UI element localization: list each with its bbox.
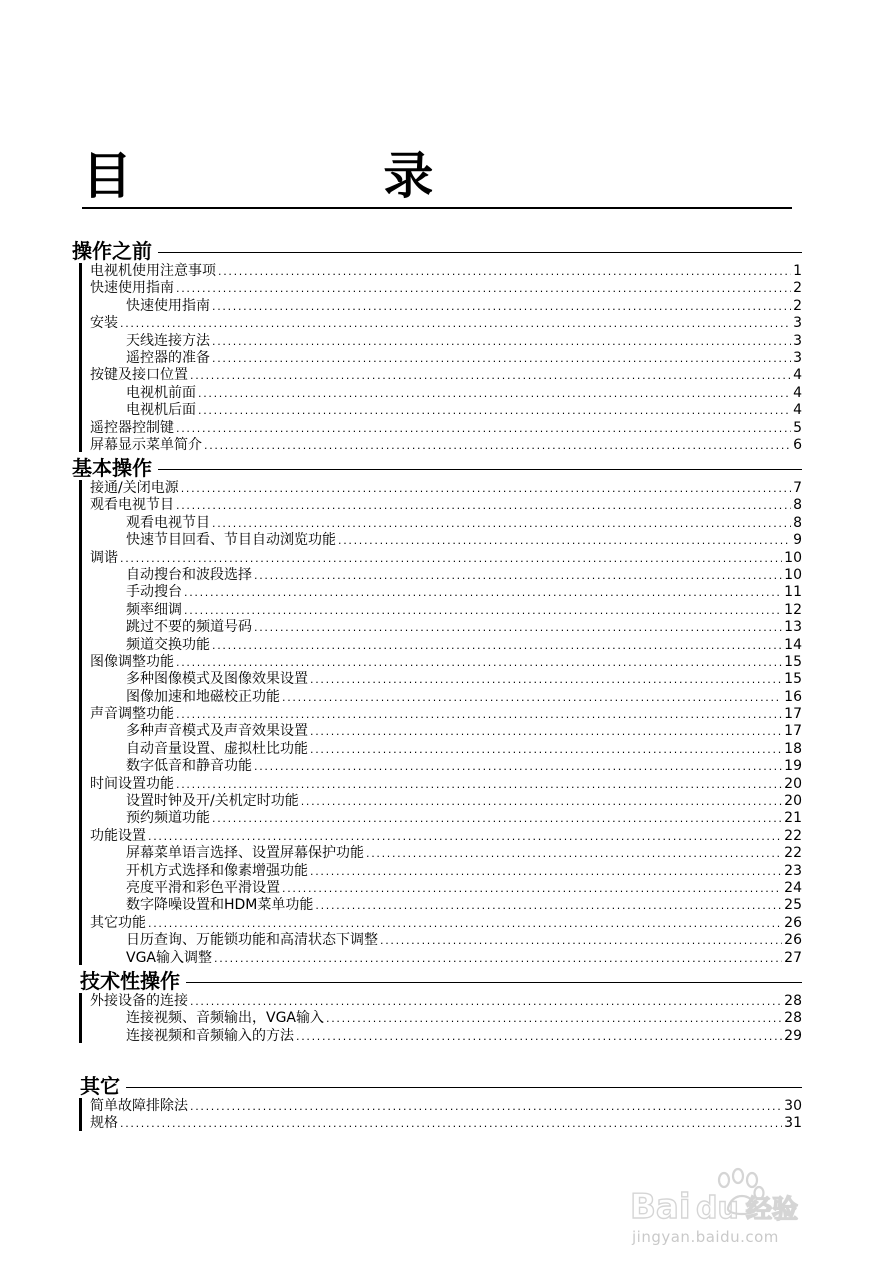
toc-subentry: [90, 298, 802, 315]
toc-subentry: [90, 1028, 802, 1045]
baidu-jingyan-watermark: [628, 1148, 804, 1258]
toc-entry: [90, 367, 802, 384]
entry-label: 频率细调: [126, 601, 182, 618]
entry-page-number: 3: [793, 315, 802, 332]
dot-leader: [254, 567, 782, 584]
dot-leader: [282, 689, 782, 706]
entry-label: 开机方式选择和像素增强功能: [126, 862, 308, 879]
section-title: 其它: [80, 1074, 120, 1098]
section-entries: [72, 1098, 802, 1133]
toc-subentry: [90, 1010, 802, 1027]
entry-label: 时间设置功能: [90, 775, 174, 792]
toc-subentry: [90, 880, 802, 897]
toc-entry: [90, 497, 802, 514]
entry-page-number: 26: [784, 932, 802, 949]
dot-leader: [120, 1115, 782, 1132]
dot-leader: [338, 532, 791, 549]
dot-leader: [212, 810, 782, 827]
entry-label: 图像加速和地磁校正功能: [126, 688, 280, 705]
dot-leader: [181, 480, 791, 497]
dot-leader: [296, 1028, 782, 1045]
section-rule: [158, 469, 802, 470]
entry-label: 数字低音和静音功能: [126, 758, 252, 775]
toc-entry: [90, 654, 802, 671]
section-side-bar: [79, 480, 82, 965]
toc-entry: [90, 915, 802, 932]
toc-subentry: [90, 758, 802, 775]
entry-label: 屏幕显示菜单简介: [90, 436, 202, 453]
dot-leader: [310, 671, 782, 688]
entry-page-number: 9: [793, 532, 802, 549]
section-heading: [72, 969, 802, 993]
entry-label: 电视机后面: [126, 402, 196, 419]
entry-page-number: 4: [793, 384, 802, 401]
entry-label: 频道交换功能: [126, 636, 210, 653]
dot-leader: [212, 298, 791, 315]
toc-entry: [90, 420, 802, 437]
section-title: 技术性操作: [80, 969, 180, 993]
dot-leader: [120, 550, 782, 567]
toc-section: [72, 969, 802, 1045]
entry-page-number: 26: [784, 914, 802, 931]
toc-subentry: [90, 932, 802, 949]
section-side-bar: [79, 993, 82, 1043]
entry-page-number: 27: [784, 949, 802, 966]
section-rule: [158, 252, 802, 253]
toc-entry: [90, 480, 802, 497]
entry-label: 其它功能: [90, 914, 146, 931]
entry-label: VGA输入调整: [126, 949, 213, 966]
dot-leader: [176, 497, 791, 514]
section-rule: [186, 982, 802, 983]
entry-page-number: 14: [784, 636, 802, 653]
toc-subentry: [90, 532, 802, 549]
dot-leader: [198, 402, 791, 419]
dot-leader: [366, 845, 782, 862]
dot-leader: [190, 367, 791, 384]
dot-leader: [310, 723, 782, 740]
toc-section: [72, 1074, 802, 1133]
entry-page-number: 5: [793, 419, 802, 436]
entry-label: 电视机前面: [126, 384, 196, 401]
entry-label: 亮度平滑和彩色平滑设置: [126, 879, 280, 896]
toc-subentry: [90, 793, 802, 810]
toc-entry: [90, 1098, 802, 1115]
toc-subentry: [90, 350, 802, 367]
entry-page-number: 29: [784, 1027, 802, 1044]
entry-page-number: 15: [784, 671, 802, 688]
dot-leader: [254, 758, 782, 775]
entry-page-number: 31: [784, 1115, 802, 1132]
toc-subentry: [90, 723, 802, 740]
entry-label: 设置时钟及开/关机定时功能: [126, 793, 299, 810]
entry-page-number: 2: [793, 280, 802, 297]
title-underline: [82, 207, 792, 209]
entry-label: 按键及接口位置: [90, 367, 188, 384]
entry-label: 多种声音模式及声音效果设置: [126, 723, 308, 740]
entry-label: 安装: [90, 315, 118, 332]
toc-subentry: [90, 741, 802, 758]
entry-page-number: 15: [784, 653, 802, 670]
toc-entry: [90, 315, 802, 332]
entry-label: 天线连接方法: [126, 332, 210, 349]
section-entries: [72, 993, 802, 1045]
dot-leader: [190, 1098, 782, 1115]
toc-subentry: [90, 637, 802, 654]
toc-subentry: [90, 385, 802, 402]
toc-subentry: [90, 567, 802, 584]
entry-page-number: 16: [784, 688, 802, 705]
entry-label: 简单故障排除法: [90, 1098, 188, 1114]
entry-label: 跳过不要的频道号码: [126, 619, 252, 636]
entry-label: 观看电视节目: [126, 514, 210, 531]
entry-label: 遥控器的准备: [126, 349, 210, 366]
dot-leader: [310, 741, 782, 758]
entry-label: 规格: [90, 1115, 118, 1132]
svg-text:Bai: Bai: [630, 1187, 691, 1226]
toc-subentry: [90, 619, 802, 636]
toc-subentry: [90, 602, 802, 619]
section-heading: [72, 1074, 802, 1098]
entry-page-number: 11: [784, 584, 802, 601]
entry-page-number: 20: [784, 793, 802, 810]
section-entries: [72, 263, 802, 454]
entry-label: 快速节目回看、节目自动浏览功能: [126, 532, 336, 549]
toc-subentry: [90, 845, 802, 862]
entry-page-number: 1: [793, 263, 802, 279]
dot-leader: [190, 993, 782, 1010]
dot-leader: [184, 602, 782, 619]
entry-page-number: 22: [784, 827, 802, 844]
dot-leader: [212, 515, 791, 532]
dot-leader: [212, 350, 791, 367]
section-entries: [72, 480, 802, 967]
toc-entry: [90, 1115, 802, 1132]
svg-text:经验: 经验: [746, 1195, 799, 1225]
entry-page-number: 30: [784, 1098, 802, 1114]
toc-entry: [90, 280, 802, 297]
entry-label: 图像调整功能: [90, 653, 174, 670]
entry-page-number: 7: [793, 480, 802, 496]
entry-page-number: 21: [784, 810, 802, 827]
dot-leader: [204, 437, 791, 454]
toc-entry: [90, 706, 802, 723]
toc-entry: [90, 776, 802, 793]
toc-subentry: [90, 515, 802, 532]
dot-leader: [212, 333, 791, 350]
entry-page-number: 4: [793, 402, 802, 419]
entry-label: 多种图像模式及图像效果设置: [126, 671, 308, 688]
entry-page-number: 19: [784, 758, 802, 775]
watermark-url: jingyan.baidu.com: [632, 1228, 779, 1246]
entry-label: 外接设备的连接: [90, 993, 188, 1009]
dot-leader: [176, 654, 782, 671]
toc-subentry: [90, 689, 802, 706]
dot-leader: [198, 385, 791, 402]
entry-page-number: 20: [784, 775, 802, 792]
entry-page-number: 25: [784, 897, 802, 914]
entry-label: 遥控器控制键: [90, 419, 174, 436]
entry-page-number: 28: [784, 1010, 802, 1027]
section-side-bar: [79, 1098, 82, 1131]
entry-label: 观看电视节目: [90, 497, 174, 514]
toc-subentry: [90, 333, 802, 350]
toc-subentry: [90, 897, 802, 914]
toc-entry: [90, 828, 802, 845]
toc-section: [72, 456, 802, 967]
dot-leader: [214, 950, 782, 967]
entry-label: 连接视频和音频输入的方法: [126, 1027, 294, 1044]
entry-label: 连接视频、音频输出，VGA输入: [126, 1010, 325, 1027]
dot-leader: [310, 863, 782, 880]
entry-page-number: 12: [784, 601, 802, 618]
dot-leader: [326, 1010, 782, 1027]
entry-page-number: 4: [793, 367, 802, 384]
dot-leader: [120, 315, 791, 332]
toc-subentry: [90, 863, 802, 880]
section-rule: [126, 1087, 802, 1088]
dot-leader: [282, 880, 782, 897]
dot-leader: [184, 584, 782, 601]
entry-page-number: 17: [784, 706, 802, 723]
section-title: 操作之前: [72, 239, 152, 263]
entry-label: 手动搜台: [126, 584, 182, 601]
svg-text:du: du: [696, 1191, 739, 1226]
entry-page-number: 28: [784, 993, 802, 1009]
entry-page-number: 18: [784, 740, 802, 757]
entry-page-number: 17: [784, 723, 802, 740]
entry-page-number: 23: [784, 862, 802, 879]
entry-label: 快速使用指南: [126, 297, 210, 314]
toc-subentry: [90, 671, 802, 688]
entry-label: 声音调整功能: [90, 706, 174, 723]
dot-leader: [254, 619, 782, 636]
dot-leader: [380, 932, 782, 949]
entry-page-number: 10: [784, 566, 802, 583]
dot-leader: [315, 897, 782, 914]
toc-subentry: [90, 950, 802, 967]
entry-label: 屏幕菜单语言选择、设置屏幕保护功能: [126, 845, 364, 862]
entry-label: 预约频道功能: [126, 810, 210, 827]
toc-entry: [90, 550, 802, 567]
entry-page-number: 6: [793, 436, 802, 453]
entry-label: 自动音量设置、虚拟杜比功能: [126, 740, 308, 757]
entry-label: 电视机使用注意事项: [90, 263, 216, 279]
toc-subentry: [90, 584, 802, 601]
baidu-logo-icon: [628, 1166, 804, 1226]
section-heading: [72, 456, 802, 480]
dot-leader: [176, 776, 782, 793]
dot-leader: [301, 793, 782, 810]
entry-page-number: 2: [793, 297, 802, 314]
entry-page-number: 8: [793, 497, 802, 514]
dot-leader: [176, 420, 791, 437]
entry-page-number: 22: [784, 845, 802, 862]
entry-label: 调谐: [90, 549, 118, 566]
entry-page-number: 13: [784, 619, 802, 636]
toc-section: [72, 239, 802, 454]
entry-page-number: 3: [793, 349, 802, 366]
entry-label: 功能设置: [90, 827, 146, 844]
entry-page-number: 3: [793, 332, 802, 349]
toc-entry: [90, 263, 802, 280]
entry-label: 快速使用指南: [90, 280, 174, 297]
entry-label: 数字降噪设置和HDM菜单功能: [126, 897, 314, 914]
entry-label: 自动搜台和波段选择: [126, 566, 252, 583]
dot-leader: [148, 828, 782, 845]
dot-leader: [148, 915, 782, 932]
section-side-bar: [79, 263, 82, 452]
toc-entry: [90, 437, 802, 454]
entry-page-number: 24: [784, 879, 802, 896]
toc-subentry: [90, 402, 802, 419]
section-heading: [72, 239, 802, 263]
dot-leader: [218, 263, 791, 280]
entry-page-number: 10: [784, 549, 802, 566]
entry-page-number: 8: [793, 514, 802, 531]
entry-label: 接通/关闭电源: [90, 480, 179, 496]
dot-leader: [212, 637, 782, 654]
toc-entry: [90, 993, 802, 1010]
section-title: 基本操作: [72, 456, 152, 480]
page-title: 目 录: [82, 147, 551, 205]
dot-leader: [176, 280, 791, 297]
toc-subentry: [90, 810, 802, 827]
entry-label: 日历查询、万能锁功能和高清状态下调整: [126, 932, 378, 949]
dot-leader: [176, 706, 782, 723]
